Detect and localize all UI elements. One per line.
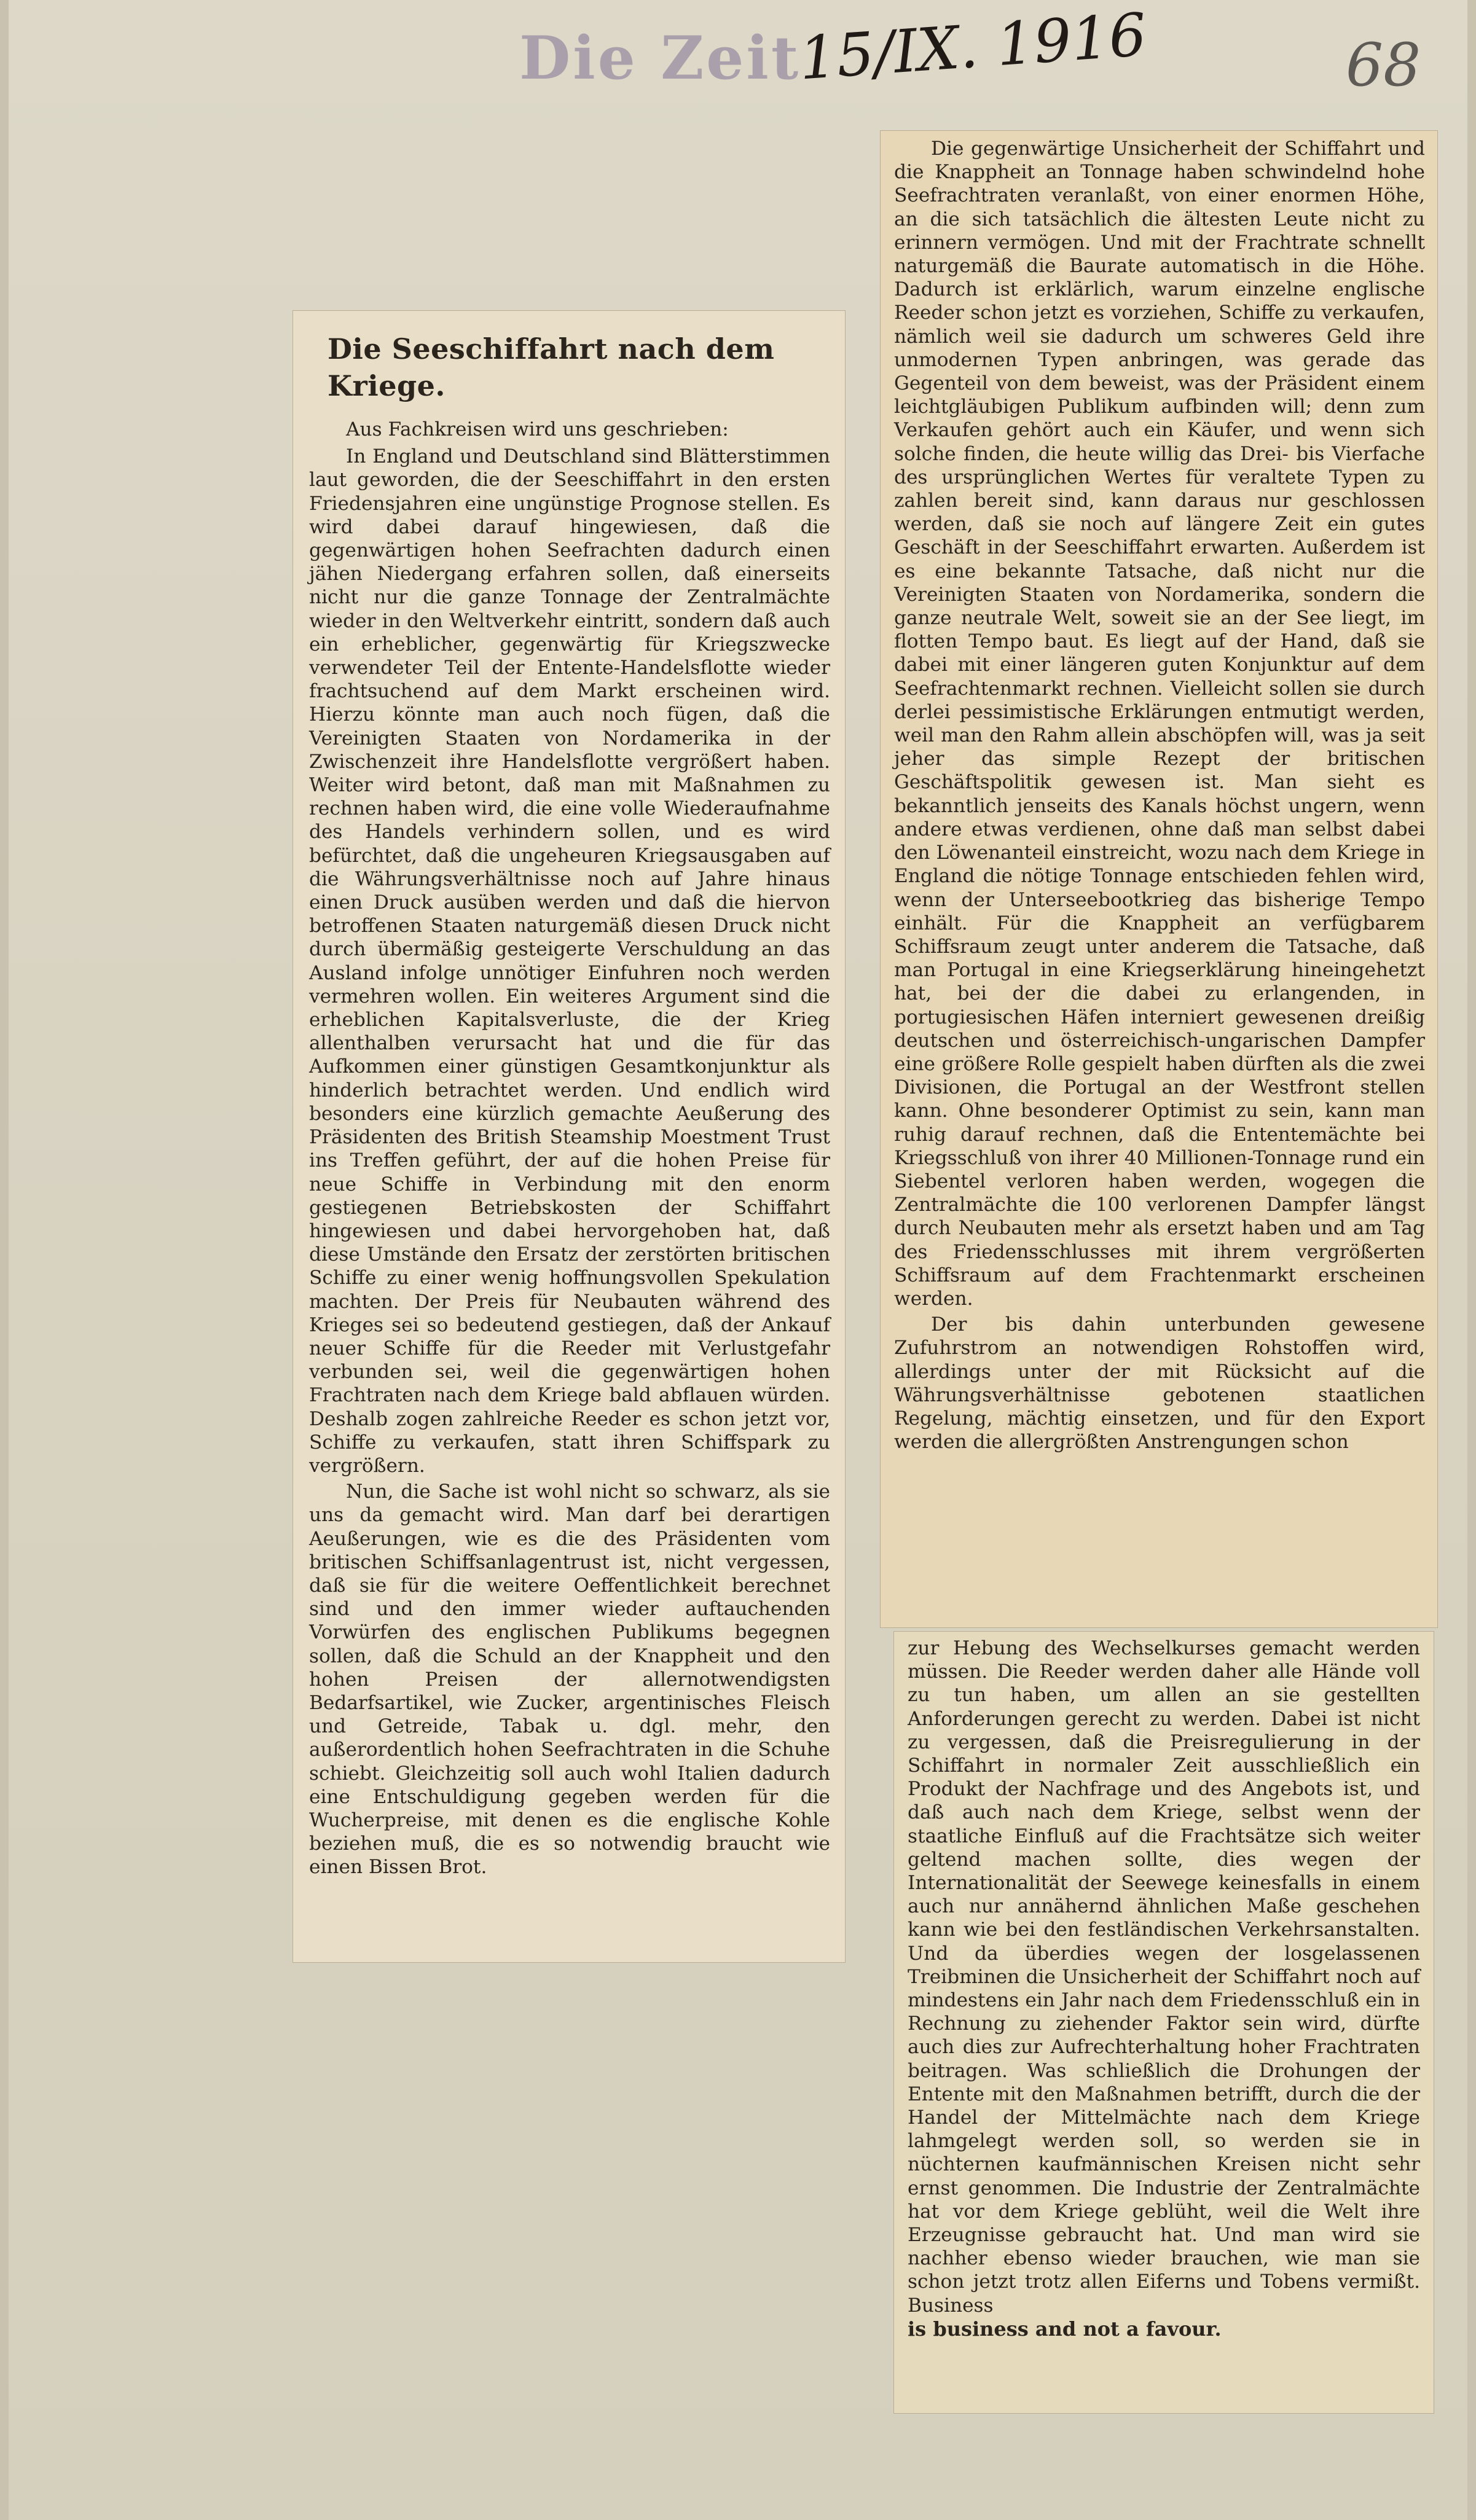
article-paragraph: In England und Deutschland sind Blätterstimmen laut geworden, die der Seeschiffahrt in den ersten Friedensjahren eine ungünstige Prognose stellen. Es wird dabei darauf hingewiesen, daß die gegenwärtigen hohen Seefrachten dadurch einen jähen Niedergang erfahren sollen, daß einerseits nicht nur die ganze Tonnage der Zentralmächte wieder in den Weltverkehr eintritt, sondern daß auch ein erheblicher, gegenwärtig für Kriegszwecke verwendeter Teil der Entente-Handelsflotte wieder frachtsuchend auf dem Markt erscheinen wird. Hierzu könnte man auch noch fügen, daß die Vereinigten Staaten von Nordamerika in der Zwischenzeit ihre Handelsflotte vergrößert haben. Weiter wird betont, daß man mit Maßnahmen zu rechnen haben wird, die eine volle Wiederaufnahme des Handels verhindern sollen, und es wird befürchtet, daß die ungeheuren Kriegsausgaben auf die Währungsverhältnisse noch auf Jahre hinaus einen Druck ausüben werden und daß die hiervon betroffenen Staaten naturgemäß diesen Druck nicht durch übermäßig gesteigerte Verschuldung an das Ausland infolge unnötiger Einfuhren noch werden vermehren wollen. Ein weiteres Argument sind die erheblichen Kapitalsverluste, die der Krieg allenthalben verursacht hat und die für das Aufkommen einer günstigen Gesamtkonjunktur als hinderlich betrachtet werden. Und endlich wird besonders eine kürzlich gemachte Aeußerung des Präsidenten des British Steamship Moestment Trust ins Treffen geführt, der auf die hohen Preise für neue Schiffe in Verbindung mit den enorm gestiegenen Betriebskosten der Schiffahrt hingewiesen und dabei hervorgehoben hat, daß diese Umstände den Ersatz der zerstörten britischen Schiffe zu einer wenig hoffnungsvollen Spekulation machten. Der Preis für Neubauten während des Krieges sei so bedeutend gestiegen, daß der Ankauf neuer Schiffe für die Reeder mit Verlustgefahr verbunden sei, weil die gegenwärtigen hohen Frachtraten nach dem Kriege bald abflauen würden. Deshalb zogen zahlreiche Reeder es schon jetzt vor, Schiffe zu verkaufen, statt ihren Schiffspark zu vergrößern.: [309, 445, 830, 1477]
clipping-right-bottom-column: [893, 1631, 1434, 2414]
article-paragraph: Nun, die Sache ist wohl nicht so schwarz, als sie uns da gemacht wird. Man darf bei derartigen Aeußerungen, wie es die des Präsidenten vom britischen Schiffsanlagentrust ist, nicht vergessen, daß sie für die weitere Oeffentlichkeit berechnet sind und den immer wieder auftauchenden Vorwürfen des englischen Publikums begegnen sollen, daß die Schuld an der Knappheit und den hohen Preisen der allernotwendigsten Bedarfsartikel, wie Zucker, argentinisches Fleisch und Getreide, Tabak u. dgl. mehr, den außerordentlich hohen Seefrachtraten in die Schuhe schiebt. Gleichzeitig soll auch wohl Italien dadurch eine Entschuldigung gegeben werden für die Wucherpreise, mit denen es die englische Kohle beziehen muß, die es so notwendig braucht wie einen Bissen Brot.: [309, 1481, 830, 1879]
newspaper-stamp: Die Zeit: [519, 23, 801, 93]
handwritten-date: 15/IX. 1916: [796, 0, 1149, 93]
handwritten-page-number: 68: [1346, 31, 1421, 100]
clipping-left-column: [292, 310, 846, 1963]
sheet-right-edge: [1467, 0, 1476, 2520]
article-title: Die Seeschiffahrt nach dem Kriege.: [328, 332, 775, 402]
article-closing-english: is business and not a favour.: [908, 2317, 1222, 2341]
article-intro: Aus Fachkreisen wird uns geschrieben:: [346, 418, 729, 440]
clipping-right-top-column: [880, 130, 1438, 1628]
sheet-left-edge: [0, 0, 9, 2520]
article-paragraph: zur Hebung des Wechselkurses gemacht werden müssen. Die Reeder werden daher alle Hände voll zu tun haben, um allen an sie gestellten Anforderungen gerecht zu werden. Dabei ist nicht zu vergessen, daß die Preisregulierung in der Schiffahrt in normaler Zeit ausschließlich ein Produkt der Nachfrage und des Angebots ist, und daß auch nach dem Kriege, selbst wenn der staatliche Einfluß auf die Frachtsätze sich weiter geltend machen sollte, dies wegen der Internationalität der Seewege keinesfalls in einem auch nur annähernd ähnlichen Maße geschehen kann wie bei den festländischen Verkehrsanstalten. Und da überdies wegen der losgelassenen Treibminen die Unsicherheit der Schiffahrt noch auf mindestens ein Jahr nach dem Friedensschluß ein in Rechnung zu ziehender Faktor sein wird, dürfte auch dies zur Aufrechterhaltung hoher Frachtraten beitragen. Was schließlich die Drohungen der Entente mit den Maßnahmen betrifft, durch die der Handel der Mittelmächte nach dem Kriege lahmgelegt werden soll, so werden sie in nüchternen kaufmännischen Kreisen nicht sehr ernst genommen. Die Industrie der Zentralmächte hat vor dem Kriege geblüht, weil die Welt ihre Erzeugnisse gebraucht hat. Und man wird sie nachher ebenso wieder brauchen, wie man sie schon jetzt trotz allen Eiferns und Tobens vermißt. Business: [908, 1637, 1420, 2317]
article-paragraph: Der bis dahin unterbunden gewesene Zufuhrstrom an notwendigen Rohstoffen wird, allerdings unter der mit Rücksicht auf die Währungsverhältnisse gebotenen staatlichen Regelung, mächtig einsetzen, und für den Export werden die allergrößten Anstrengungen schon: [894, 1313, 1425, 1454]
article-paragraph: Die gegenwärtige Unsicherheit der Schiffahrt und die Knappheit an Tonnage haben schwindelnd hohe Seefrachtraten veranlaßt, von einer enormen Höhe, an die sich tatsächlich die ältesten Leute nicht zu erinnern vermögen. Und mit der Frachtrate schnellt naturgemäß die Baurate automatisch in die Höhe. Dadurch ist erklärlich, warum einzelne englische Reeder schon jetzt es vorziehen, Schiffe zu verkaufen, nämlich weil sie dadurch um schweres Geld ihre unmodernen Typen anbringen, was gerade das Gegenteil von dem beweist, was der Präsident einem leichtgläubigen Publikum aufbinden will; denn zum Verkaufen gehört auch ein Käufer, und wenn sich solche finden, die heute willig das Drei- bis Vierfache des ursprünglichen Wertes für veraltete Typen zu zahlen bereit sind, kann daraus nur geschlossen werden, daß sie noch auf längere Zeit ein gutes Geschäft in der Seeschiffahrt erwarten. Außerdem ist es eine bekannte Tatsache, daß nicht nur die Vereinigten Staaten von Nordamerika, sondern die ganze neutrale Welt, soweit sie an der See liegt, im flotten Tempo baut. Es liegt auf der Hand, daß sie dabei mit einer längeren guten Konjunktur auf dem Seefrachtenmarkt rechnen. Vielleicht sollen sie durch derlei pessimistische Erklärungen entmutigt werden, weil man den Rahm allein abschöpfen will, was ja seit jeher das simple Rezept der britischen Geschäftspolitik gewesen ist. Man sieht es bekanntlich jenseits des Kanals höchst ungern, wenn andere etwas verdienen, ohne daß man selbst dabei den Löwenanteil einstreicht, wozu nach dem Kriege in England die nötige Tonnage entschieden fehlen wird, wenn der Unterseebootkrieg das bisherige Tempo einhält. Für die Knappheit an verfügbarem Schiffsraum zeugt unter anderem die Tatsache, daß man Portugal in eine Kriegserklärung hineingehetzt hat, bei der die dabei zu erlangenden, in portugiesischen Häfen interniert gewesenen dreißig deutschen und österreichisch-ungarischen Dampfer eine größere Rolle gespielt haben dürften als die zwei Divisionen, die Portugal an der Westfront stellen kann. Ohne besonderer Optimist zu sein, kann man ruhig darauf rechnen, daß die Ententemächte bei Kriegsschluß von ihrer 40 Millionen-Tonnage rund ein Siebentel verloren haben werden, wogegen die Zentralmächte die 100 verlorenen Dampfer längst durch Neubauten mehr als ersetzt haben und am Tag des Friedensschlusses mit ihrem vergrößerten Schiffsraum auf dem Frachtenmarkt erscheinen werden.: [894, 138, 1425, 1310]
